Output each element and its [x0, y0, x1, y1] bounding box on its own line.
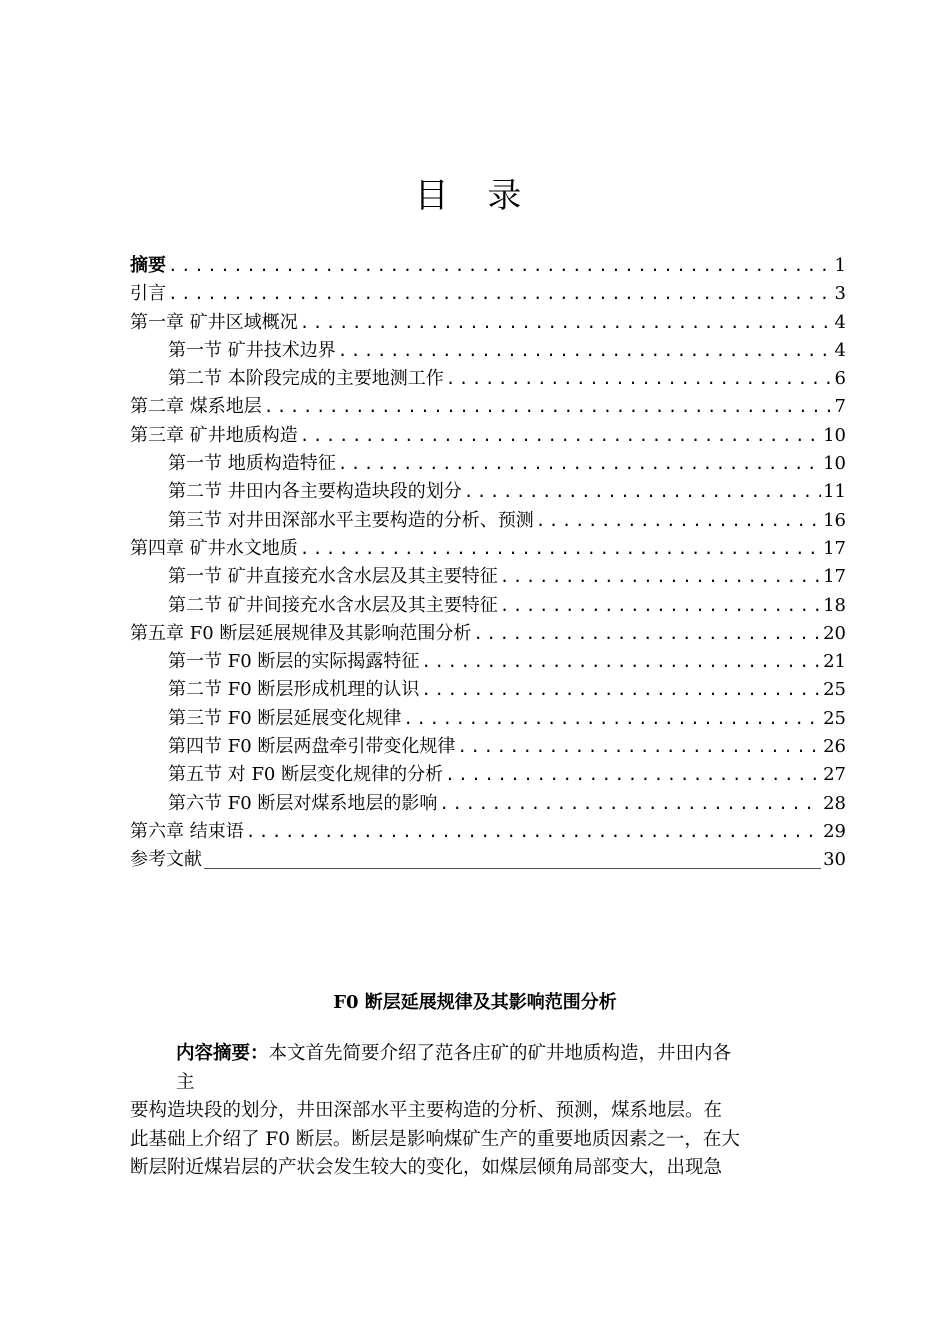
toc-entry[interactable]	[130, 252, 846, 280]
toc-entry-page: 29	[823, 820, 846, 842]
toc-entry[interactable]	[130, 620, 846, 648]
toc-dot-leader	[457, 733, 821, 761]
toc-entry-page: 3	[834, 283, 846, 305]
toc-entry-label: 第一节 F0 断层的实际揭露特征	[168, 651, 420, 673]
toc-entry-label: 第五节 对 F0 断层变化规律的分析	[168, 764, 444, 786]
toc-entry-page: 17	[823, 537, 846, 559]
toc-entry[interactable]	[130, 648, 846, 676]
toc-entry[interactable]	[130, 563, 846, 591]
toc-entry[interactable]	[130, 337, 846, 365]
toc-entry-page: 25	[823, 707, 846, 729]
toc-dot-leader	[300, 535, 821, 563]
toc-entry-label: 第二节 井田内各主要构造块段的划分	[168, 481, 462, 503]
toc-entry[interactable]	[130, 846, 846, 874]
toc-entry[interactable]	[130, 450, 846, 478]
abstract-label: 内容摘要：	[176, 1043, 269, 1064]
toc-entry-page: 17	[823, 566, 846, 588]
abstract-wrap: 主	[176, 1071, 195, 1093]
toc-entry-label: 第一节 地质构造特征	[168, 453, 336, 475]
toc-entry[interactable]	[130, 790, 846, 818]
toc-entry-page: 4	[834, 311, 846, 333]
toc-entry-label: 第二章 煤系地层	[130, 396, 262, 418]
toc-entry-label: 第二节 F0 断层形成机理的认识	[168, 679, 420, 701]
toc-entry-label: 第五章 F0 断层延展规律及其影响范围分析	[130, 622, 472, 644]
toc-dot-leader	[500, 563, 821, 591]
toc-entry-label: 第一章 矿井区域概况	[130, 311, 298, 333]
toc-dot-leader	[421, 648, 821, 676]
toc-dot-leader	[264, 393, 833, 421]
toc-entry-page: 4	[834, 339, 846, 361]
toc-entry[interactable]	[130, 422, 846, 450]
toc-entry-page: 10	[823, 453, 846, 475]
toc-dot-leader	[464, 478, 821, 506]
toc-dot-leader	[300, 422, 821, 450]
toc-heading: 目 录	[414, 176, 536, 216]
toc-entry-label: 第二节 矿井间接充水含水层及其主要特征	[168, 594, 498, 616]
toc-entry-page: 18	[823, 594, 846, 616]
toc-entry-label: 第三节 F0 断层延展变化规律	[168, 707, 402, 729]
toc-entry[interactable]	[130, 705, 846, 733]
toc-entry-label: 引言	[130, 283, 166, 305]
abstract-line: 要构造块段的划分，井田深部水平主要构造的分析、预测，煤系地层。在	[130, 1100, 723, 1121]
toc-entry[interactable]	[130, 676, 846, 704]
toc-entry[interactable]	[130, 733, 846, 761]
document-title: F0 断层延展规律及其影响范围分析	[333, 992, 617, 1013]
toc-dot-leader	[300, 309, 833, 337]
toc-entry-label: 第一节 矿井技术边界	[168, 339, 336, 361]
toc-entry-page: 26	[823, 736, 846, 758]
toc-dot-leader	[403, 705, 821, 733]
toc-entry-label: 第六节 F0 断层对煤系地层的影响	[168, 792, 438, 814]
toc-entry-label: 第四章 矿井水文地质	[130, 537, 298, 559]
toc-entry[interactable]	[130, 478, 846, 506]
toc-entry[interactable]	[130, 393, 846, 421]
toc-entry[interactable]	[130, 309, 846, 337]
toc-entry-label: 摘要	[130, 255, 166, 276]
toc-entry[interactable]	[130, 592, 846, 620]
toc-entry-label: 第三节 对井田深部水平主要构造的分析、预测	[168, 509, 534, 531]
abstract-text: 本文首先简要介绍了范各庄矿的矿井地质构造，井田内各	[268, 1043, 732, 1064]
toc-entry[interactable]	[130, 365, 846, 393]
abstract-line: 断层附近煤岩层的产状会发生较大的变化，如煤层倾角局部变大，出现急	[130, 1157, 723, 1178]
toc-entry-label: 参考文献	[130, 849, 202, 871]
toc-entry-page: 20	[823, 622, 846, 644]
toc-entry-page: 6	[834, 368, 846, 390]
toc-dot-leader	[473, 620, 821, 648]
toc-dot-leader	[536, 507, 821, 535]
toc-entry-label: 第六章 结束语	[130, 820, 244, 842]
toc-dot-leader	[500, 592, 821, 620]
toc-entry-page: 21	[823, 651, 846, 673]
toc-entry-page: 10	[823, 424, 846, 446]
toc-dot-leader	[446, 365, 833, 393]
abstract	[130, 1040, 846, 1183]
toc-entry-page: 1	[834, 255, 846, 276]
toc-entry[interactable]	[130, 761, 846, 789]
toc-entry-page: 30	[823, 849, 846, 871]
toc-entry-page: 25	[823, 679, 846, 701]
toc-entry-page: 16	[823, 509, 846, 531]
toc-entry-label: 第四节 F0 断层两盘牵引带变化规律	[168, 736, 456, 758]
toc-entry-label: 第三章 矿井地质构造	[130, 424, 298, 446]
toc-entry-page: 27	[823, 764, 846, 786]
toc-entry[interactable]	[130, 818, 846, 846]
toc-dot-leader	[338, 450, 821, 478]
toc-dot-leader	[445, 761, 821, 789]
toc-dot-leader	[246, 818, 821, 846]
abstract-line: 此基础上介绍了 F0 断层。断层是影响煤矿生产的重要地质因素之一，在大	[130, 1128, 740, 1150]
toc-entry-label: 第二节 本阶段完成的主要地测工作	[168, 368, 444, 390]
toc-entry[interactable]	[130, 280, 846, 308]
toc-dot-leader	[421, 676, 821, 704]
toc-entry-page: 28	[823, 792, 846, 814]
table-of-contents	[130, 252, 846, 875]
toc-entry-page: 11	[823, 481, 846, 503]
toc-dot-leader	[338, 337, 833, 365]
toc-entry[interactable]	[130, 535, 846, 563]
toc-entry-page: 7	[834, 396, 846, 418]
toc-dot-leader	[204, 868, 821, 869]
toc-entry-label: 第一节 矿井直接充水含水层及其主要特征	[168, 566, 498, 588]
toc-dot-leader	[168, 252, 833, 280]
toc-dot-leader	[168, 280, 833, 308]
toc-entry[interactable]	[130, 507, 846, 535]
abstract-first-line	[130, 1040, 846, 1069]
toc-dot-leader	[439, 790, 821, 818]
